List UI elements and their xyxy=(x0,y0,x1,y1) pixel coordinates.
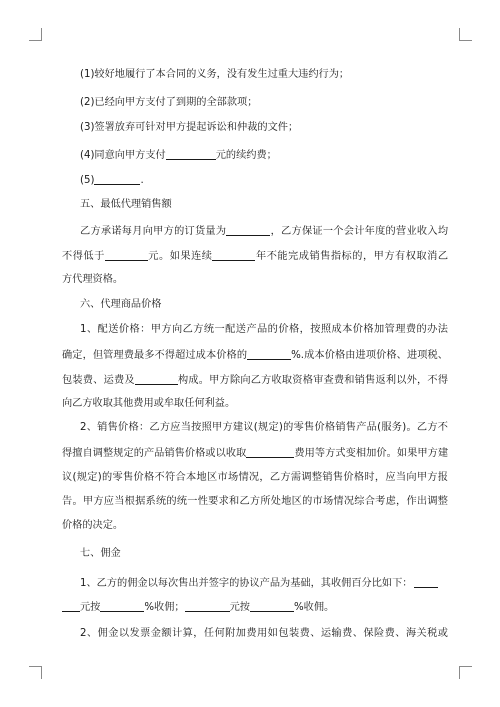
blank-percent-2[interactable] xyxy=(250,600,294,612)
section-heading-commission: 七、佣金 xyxy=(80,548,121,559)
clause-item-4: (4)同意向甲方支付 元的续约费； xyxy=(80,150,277,161)
crop-mark-bottom-left xyxy=(29,666,42,679)
clause-item-1: (1)较好地履行了本合同的义务，没有发生过重大违约行为； xyxy=(80,69,350,80)
crop-mark-top-right xyxy=(459,28,472,41)
clause-item-2: (2)已经向甲方支付了到期的全部款项； xyxy=(80,97,258,108)
blank-years[interactable] xyxy=(212,249,255,261)
clause-item-5: (5) . xyxy=(80,175,144,186)
paragraph-commission-line-1: 1、乙方的佣金以每次售出并签字的协议产品为基础，其收佣百分比如下： xyxy=(80,576,438,591)
clause-item-3: (3)签署放弃可针对甲方提起诉讼和仲裁的文件； xyxy=(80,122,299,133)
blank-item-5[interactable] xyxy=(94,173,140,185)
paragraph-retail-price-line-1: 2、销售价格：乙方应当按照甲方建议(规定)的零售价格销售产品(服务)。乙方不 xyxy=(80,422,448,433)
paragraph-min-sales-line-1: 乙方承诺每月向甲方的订货量为 ，乙方保证一个会计年度的营业收入均 xyxy=(80,226,449,237)
paragraph-commission-line-2: 元按 %收佣； 元按 %收佣。 xyxy=(62,600,334,615)
blank-monthly-order[interactable] xyxy=(226,224,270,236)
blank-percent-1[interactable] xyxy=(100,600,144,612)
blank-amount-1[interactable] xyxy=(62,600,80,612)
crop-mark-top-left xyxy=(29,28,42,41)
blank-fee-type[interactable] xyxy=(246,446,294,458)
section-heading-min-sales: 五、最低代理销售额 xyxy=(80,199,172,210)
blank-amount-2[interactable] xyxy=(185,600,230,612)
crop-mark-bottom-right xyxy=(459,666,472,679)
section-heading-price: 六、代理商品价格 xyxy=(80,299,162,310)
paragraph-retail-price-line-5: 价格的决定。 xyxy=(62,520,124,531)
paragraph-delivery-price-line-4: 向乙方收取其他费用或牟取任何利益。 xyxy=(62,398,236,409)
paragraph-retail-price-line-2: 得擅自调整规定的产品销售价格或以收取 费用等方式变相加价。如果甲方建 xyxy=(62,448,449,459)
blank-cost-component[interactable] xyxy=(135,373,178,385)
paragraph-min-sales-line-2: 不得低于 元。如果连续 年不能完成销售指标的，甲方有权取消乙 xyxy=(62,251,449,262)
paragraph-min-sales-line-3: 方代理资格。 xyxy=(62,274,124,285)
blank-commission-start[interactable] xyxy=(414,576,438,588)
blank-min-revenue[interactable] xyxy=(105,249,148,261)
paragraph-delivery-price-line-1: 1、配送价格：甲方向乙方统一配送产品的价格，按照成本价格加管理费的办法 xyxy=(80,324,448,335)
paragraph-delivery-price-line-3: 包装费、运费及 构成。甲方除向乙方收取资格审查费和销售返利以外，不得 xyxy=(62,375,449,386)
paragraph-retail-price-line-4: 告。甲方应当根据系统的统一性要求和乙方所处地区的市场情况综合考虑，作出调整 xyxy=(62,496,448,507)
paragraph-delivery-price-line-2: 确定，但管理费最多不得超过成本价格的 %.成本价格由进项价格、进项税、 xyxy=(62,350,448,361)
blank-renewal-fee[interactable] xyxy=(166,148,216,160)
paragraph-commission-2-line-1: 2、佣金以发票金额计算，任何附加费用如包装费、运输费、保险费、海关税或 xyxy=(80,628,448,639)
paragraph-retail-price-line-3: 议(规定)的零售价格不符合本地区市场情况，乙方需调整销售价格时，应当向甲方报 xyxy=(62,472,448,483)
blank-management-fee-percent[interactable] xyxy=(247,348,291,360)
